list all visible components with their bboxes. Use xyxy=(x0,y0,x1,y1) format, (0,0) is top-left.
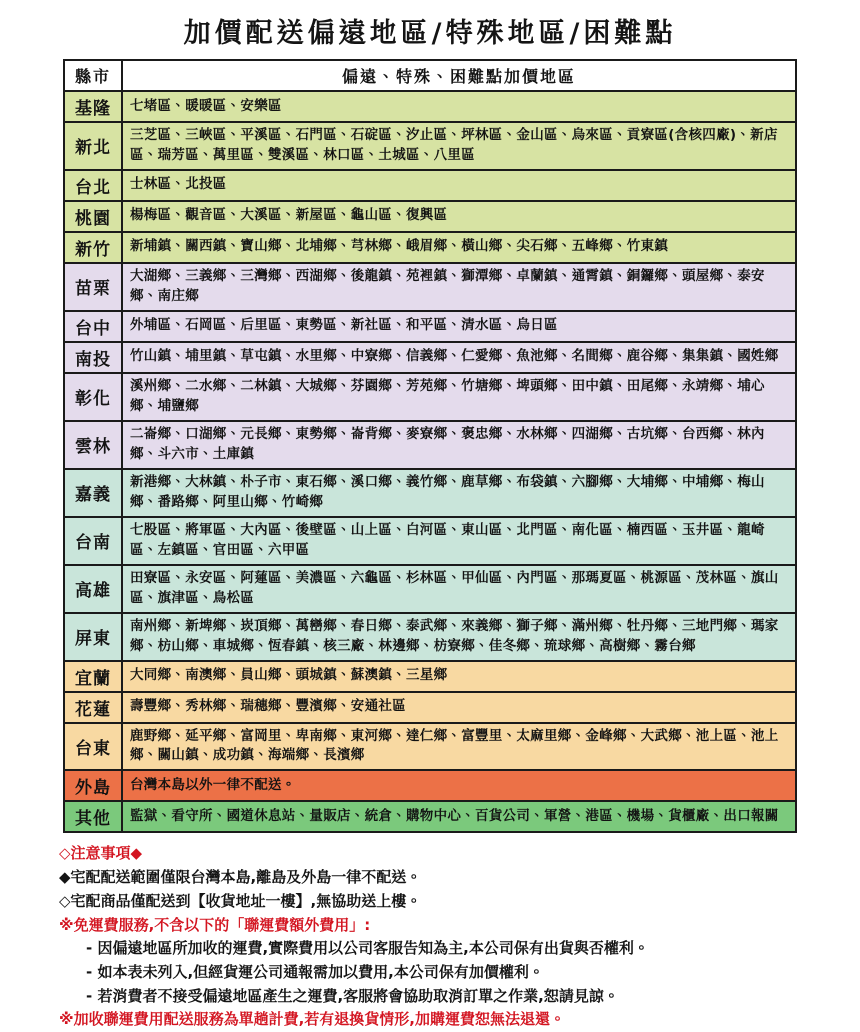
areas-cell: 台灣本島以外一律不配送。 xyxy=(122,770,796,801)
table-row xyxy=(64,692,796,723)
county-cell: 彰化 xyxy=(64,373,122,421)
areas-cell: 楊梅區、觀音區、大溪區、新屋區、龜山區、復興區 xyxy=(122,201,796,232)
county-cell: 台東 xyxy=(64,723,122,771)
table-row xyxy=(64,565,796,613)
region-table-body xyxy=(64,60,796,832)
areas-cell: 七股區、將軍區、大內區、後壁區、山上區、白河區、東山區、北門區、南化區、楠西區、玉井區、龍崎區、左鎮區、官田區、六甲區 xyxy=(122,517,796,565)
areas-cell: 田寮區、永安區、阿蓮區、美濃區、六龜區、杉林區、甲仙區、內門區、那瑪夏區、桃源區、茂林區、旗山區、旗津區、鳥松區 xyxy=(122,565,796,613)
county-cell: 宜蘭 xyxy=(64,661,122,692)
areas-cell: 大同鄉、南澳鄉、員山鄉、頭城鎮、蘇澳鎮、三星鄉 xyxy=(122,661,796,692)
notes-list xyxy=(59,842,801,1032)
county-cell: 基隆 xyxy=(64,91,122,122)
areas-cell: 竹山鎮、埔里鎮、草屯鎮、水里鄉、中寮鄉、信義鄉、仁愛鄉、魚池鄉、名間鄉、鹿谷鄉、集集鎮、國姓鄉 xyxy=(122,342,796,373)
areas-cell: 七堵區、暖暖區、安樂區 xyxy=(122,91,796,122)
table-row xyxy=(64,311,796,342)
county-cell: 新竹 xyxy=(64,232,122,263)
county-cell: 屏東 xyxy=(64,613,122,661)
page-title: 加價配送偏遠地區/特殊地區/困難點 xyxy=(183,18,677,49)
county-cell: 雲林 xyxy=(64,421,122,469)
note-line: ※免運費服務,不含以下的「聯運費額外費用」: xyxy=(59,915,371,934)
table-row xyxy=(64,801,796,832)
table-row xyxy=(64,517,796,565)
county-cell: 高雄 xyxy=(64,565,122,613)
table-row xyxy=(64,91,796,122)
areas-cell: 士林區、北投區 xyxy=(122,170,796,201)
areas-cell: 新港鄉、大林鎮、朴子市、東石鄉、溪口鄉、義竹鄉、鹿草鄉、布袋鎮、六腳鄉、大埔鄉、中埔鄉、梅山鄉、番路鄉、阿里山鄉、竹崎鄉 xyxy=(122,469,796,517)
county-cell: 嘉義 xyxy=(64,469,122,517)
table-row xyxy=(64,723,796,771)
areas-cell: 鹿野鄉、延平鄉、富岡里、卑南鄉、東河鄉、達仁鄉、富豐里、太麻里鄉、金峰鄉、大武鄉、池上區、池上鄉、關山鎮、成功鎮、海端鄉、長濱鄉 xyxy=(122,723,796,771)
county-cell: 苗栗 xyxy=(64,263,122,311)
areas-cell: 新埔鎮、關西鎮、寶山鄉、北埔鄉、芎林鄉、峨眉鄉、橫山鄉、尖石鄉、五峰鄉、竹東鎮 xyxy=(122,232,796,263)
note-line: ◇注意事項◆ xyxy=(59,844,143,863)
table-row xyxy=(64,770,796,801)
table-row xyxy=(64,661,796,692)
county-cell: 台中 xyxy=(64,311,122,342)
note-line: - 若消費者不接受偏遠地區產生之運費,客服將會協助取消訂單之作業,恕請見諒。 xyxy=(86,986,619,1005)
table-row xyxy=(64,421,796,469)
header-areas: 偏遠、特殊、困難點加價地區 xyxy=(122,60,796,91)
note-line: - 因偏遠地區所加收的運費,實際費用以公司客服告知為主,本公司保有出貨與否權利。 xyxy=(86,939,649,958)
county-cell: 台北 xyxy=(64,170,122,201)
areas-cell: 二崙鄉、口湖鄉、元長鄉、東勢鄉、崙背鄉、麥寮鄉、褒忠鄉、水林鄉、四湖鄉、古坑鄉、台西鄉、林內鄉、斗六市、土庫鎮 xyxy=(122,421,796,469)
table-row xyxy=(64,373,796,421)
table-row xyxy=(64,469,796,517)
areas-cell: 監獄、看守所、國道休息站、量販店、統倉、購物中心、百貨公司、軍營、港區、機場、貨櫃廠、出口報關 xyxy=(122,801,796,832)
region-table xyxy=(63,59,797,833)
note-line: - 如本表未列入,但經貨運公司通報需加以費用,本公司保有加價權利。 xyxy=(86,962,544,981)
county-cell: 台南 xyxy=(64,517,122,565)
county-cell: 南投 xyxy=(64,342,122,373)
table-header-row xyxy=(64,60,796,91)
note-line: ※加收聯運費用配送服務為單趟計費,若有退換貨情形,加購運費恕無法退還。 xyxy=(59,1010,565,1029)
areas-cell: 外埔區、石岡區、后里區、東勢區、新社區、和平區、清水區、烏日區 xyxy=(122,311,796,342)
note-line: ◇宅配商品僅配送到【收貨地址一樓】,無協助送上樓。 xyxy=(59,891,422,910)
note-line: ◆宅配配送範圍僅限台灣本島,離島及外島一律不配送。 xyxy=(59,868,422,887)
areas-cell: 南州鄉、新埤鄉、崁頂鄉、萬巒鄉、春日鄉、泰武鄉、來義鄉、獅子鄉、滿州鄉、牡丹鄉、三地門鄉、瑪家鄉、枋山鄉、車城鄉、恆春鎮、核三廠、林邊鄉、枋寮鄉、佳冬鄉、琉球鄉、高樹鄉、霧台鄉 xyxy=(122,613,796,661)
county-cell: 新北 xyxy=(64,122,122,170)
table-row xyxy=(64,342,796,373)
areas-cell: 溪州鄉、二水鄉、二林鎮、大城鄉、芬園鄉、芳苑鄉、竹塘鄉、埤頭鄉、田中鎮、田尾鄉、永靖鄉、埔心鄉、埔鹽鄉 xyxy=(122,373,796,421)
table-row xyxy=(64,201,796,232)
header-county: 縣市 xyxy=(64,60,122,91)
areas-cell: 三芝區、三峽區、平溪區、石門區、石碇區、汐止區、坪林區、金山區、烏來區、貢寮區(含核四廠)、新店區、瑞芳區、萬里區、雙溪區、林口區、土城區、八里區 xyxy=(122,122,796,170)
table-row xyxy=(64,263,796,311)
table-row xyxy=(64,613,796,661)
county-cell: 其他 xyxy=(64,801,122,832)
table-row xyxy=(64,122,796,170)
county-cell: 桃園 xyxy=(64,201,122,232)
county-cell: 外島 xyxy=(64,770,122,801)
areas-cell: 大湖鄉、三義鄉、三灣鄉、西湖鄉、後龍鎮、苑裡鎮、獅潭鄉、卓蘭鎮、通霄鎮、銅鑼鄉、頭屋鄉、泰安鄉、南庄鄉 xyxy=(122,263,796,311)
county-cell: 花蓮 xyxy=(64,692,122,723)
table-row xyxy=(64,170,796,201)
table-row xyxy=(64,232,796,263)
areas-cell: 壽豐鄉、秀林鄉、瑞穗鄉、豐濱鄉、安通社區 xyxy=(122,692,796,723)
